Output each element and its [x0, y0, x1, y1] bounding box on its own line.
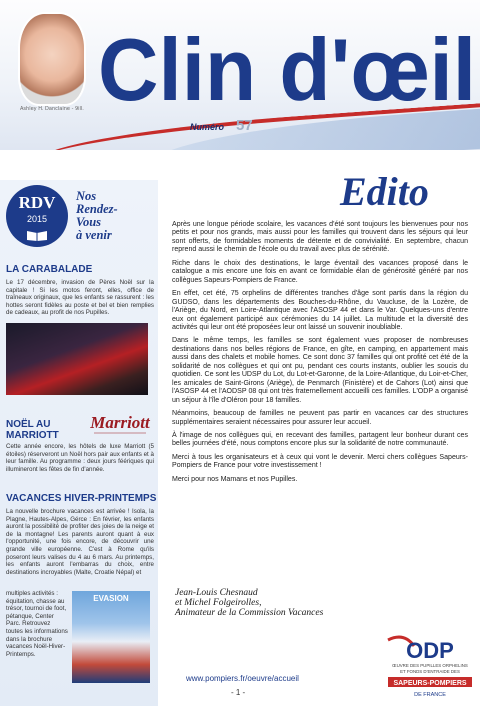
- magazine-title-text: Clin d'œil: [98, 20, 476, 118]
- edito-paragraph: Après une longue période scolaire, les vacances d'été sont toujours les bienvenues pour nos petits et pour nos grands, mais aussi pour les familles qui trouvent dans les séjours qui leur sont offerts, de formidables moments de détente et de convivialité. En septembre, chacun reprend aussi le chemin de l'école ou du travail avec plus de sérénité.: [172, 221, 468, 254]
- evasion-brochure-label: EVASION: [93, 594, 129, 603]
- carabalade-photo: [6, 323, 148, 395]
- edito-paragraph: Merci pour nos Mamans et nos Pupilles.: [172, 475, 298, 483]
- odp-line: ET FONDS D'ENTRAIDE DES: [400, 669, 460, 674]
- heading-line: Rendez-: [76, 202, 118, 216]
- marriott-logo: [88, 409, 152, 439]
- carabalade-title: LA CARABALADE: [6, 264, 93, 275]
- noel-marriott-text: Cette année encore, les hôtels de luxe Marriott (5 étoiles) réserveront un Noël hors pair aux enfants et à leur famille. Au programme : deux jours féériques qui illumineront les fêtes de fin d'année.: [6, 443, 154, 473]
- website-link[interactable]: www.pompiers.fr/oeuvre/accueil: [186, 674, 299, 683]
- odp-logo-text: ODP: [406, 638, 454, 663]
- signature-line: et Michel Folgeirolles,: [175, 598, 262, 608]
- issue-label: Numéro: [190, 122, 225, 132]
- carabalade-text: Le 17 décembre, invasion de Pères Noël sur la capitale ! Si les motos feront, elles, office de traîneaux originaux, que les enfants se rassurent : les hottes seront fidèles au poste et bel et bien remplies de cadeaux, au profit de nos Pupilles.: [6, 279, 154, 317]
- signature-line: Jean-Louis Chesnaud: [175, 588, 258, 598]
- vacances-text-continued: multiples activités : équitation, chasse au trésor, tournoi de foot, pétanque, Center Parc. Retrouvez toutes les informations dans la brochure vacances Noël-Hiver-Printemps.: [6, 590, 68, 658]
- rdv-badge-label: RDV: [18, 193, 56, 212]
- edito-body: [172, 221, 468, 489]
- marriott-logo-text: Marriott: [90, 413, 150, 432]
- noel-title-line: MARRIOTT: [6, 430, 59, 441]
- edito-paragraph: En effet, cet été, 75 orphelins de différentes tranches d'âge sont partis dans la région du GUDSO, dans les départements des Bouches-du-Rhône, du Vaucluse, de la Lozère, de l'Ariège, du Nord, en Loire-Atlantique avec l'ASOSP 44 et dans le Var. Quelques-uns d'entre eux ont également participé aux cérémonies du 14 juillet. La multitude et la diversité des activités qui leur ont été proposées leur ont laissé un souvenir inoubliable.: [172, 290, 468, 331]
- odp-logo: [384, 634, 476, 700]
- page-number: - 1 -: [231, 688, 246, 697]
- upcoming-events-heading: [76, 190, 156, 242]
- book-icon: [26, 229, 48, 241]
- noel-marriott-title: [6, 419, 86, 441]
- odp-line: DE FRANCE: [414, 692, 446, 698]
- edito-title: Edito: [340, 169, 429, 214]
- vacances-text: La nouvelle brochure vacances est arrivée ! Isola, la Plagne, Hautes-Alpes, Gérce : En février, les enfants auront la possibilité de profiter des joies de la neige et de la montagne! Les parents auront quant à eux l'opportunité, une fois encore, de découvrir une grande ville européenne. C'est à Rome qu'ils poseront leurs valises du 4 au 6 mars. Au printemps, les enfants auront l'embarras du choix, entre destinations incroyables (Malte, Croatie Népal) et: [6, 508, 154, 576]
- evasion-brochure-cover: [72, 591, 150, 683]
- magazine-title: [92, 8, 480, 118]
- heading-line: Vous: [76, 215, 102, 229]
- edito-paragraph: Riche dans le choix des destinations, le large éventail des vacances proposé dans le catalogue a mis encore une fois en avant ce formidable élan de générosité généré par nos collègues Sapeurs-Pompiers de France.: [172, 259, 468, 284]
- edito-paragraph: Merci à tous les organisateurs et à ceux qui vont le devenir. Merci chers collègues Sapeurs-Pompiers de France pour votre investissement !: [172, 453, 468, 470]
- vacances-title: VACANCES HIVER-PRINTEMPS: [6, 493, 157, 504]
- signature: [175, 588, 375, 618]
- edito-paragraph: À l'image de nos collègues qui, en recevant des familles, partagent leur bonheur durant ces belles journées d'été, nous comptons encore plus sur la solidarité de notre communauté.: [172, 431, 468, 448]
- child-photo: [20, 14, 84, 104]
- odp-line: SAPEURS-POMPIERS: [393, 680, 467, 687]
- photo-caption: Ashley H. Danclaine - 9ill.: [20, 106, 84, 112]
- signature-line: Animateur de la Commission Vacances: [175, 608, 324, 618]
- rdv-badge-year: 2015: [26, 214, 48, 224]
- edito-paragraph: Néanmoins, beaucoup de familles ne peuvent pas partir en vacances car des structures supplémentaires seraient nécessaires pour assurer leur accueil.: [172, 410, 468, 426]
- edito-paragraph: Dans le même temps, les familles se sont également vues proposer de nombreuses destinations dans nos belles régions de France, en gîte, en camping, en appartement mais aussi dans des chalets et mobile homes. Ce sont donc 37 familles qui ont profité cet été de la solidarité de nos collègues et qui ont pu, pendant ces courts instants, oublier les soucis du quotidien. Ce sont les UDSP du Lot, du Lot-et-Garonne, de la Loire-Atlantique, du Loir-et-Cher, les amicales de Saint-Girons (Ariège), de Penmarch (Finistère) et de Cahors (Lot) ainsi que l'ASOSP 44 et l'AODSP 08 qui ont très fraternellement accueilli ces familles. L'ODP a organisé un séjour à l'île d'Oléron pour 18 familles.: [172, 337, 468, 404]
- heading-line: Nos: [76, 189, 97, 203]
- heading-line: à venir: [76, 228, 112, 242]
- noel-title-line: NOËL AU: [6, 419, 51, 430]
- odp-line: ŒUVRE DES PUPILLES ORPHELINS: [392, 663, 468, 668]
- issue-number: 57: [236, 117, 253, 134]
